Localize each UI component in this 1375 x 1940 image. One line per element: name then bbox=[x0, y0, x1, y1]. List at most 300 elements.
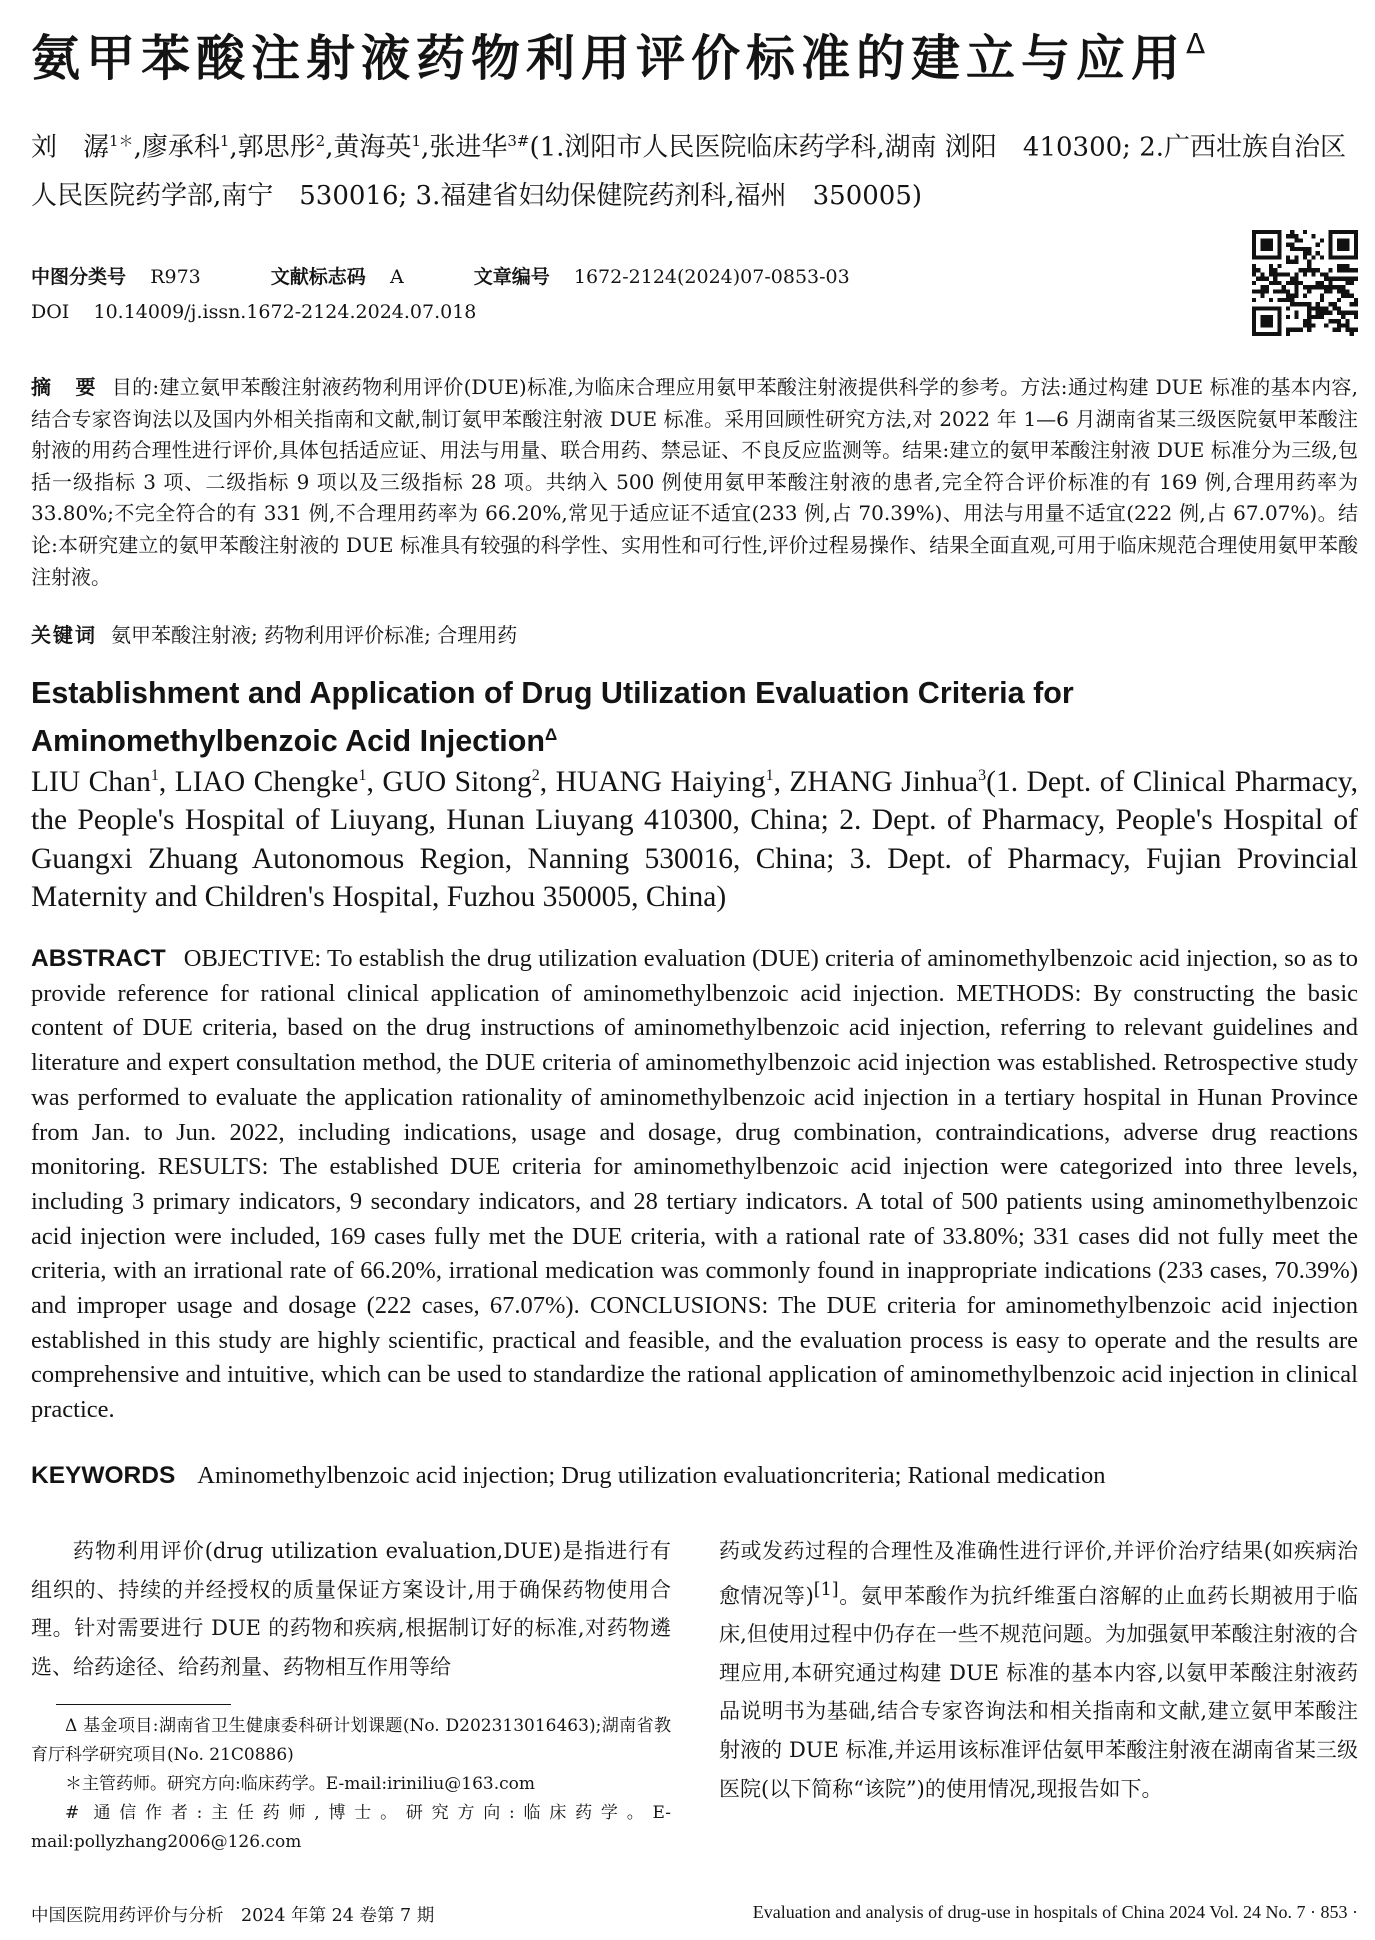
qr-module bbox=[1345, 264, 1349, 268]
qr-module bbox=[1341, 243, 1345, 247]
qr-module bbox=[1277, 311, 1281, 315]
qr-module bbox=[1350, 281, 1354, 285]
qr-module bbox=[1337, 268, 1341, 272]
qr-module bbox=[1311, 315, 1315, 319]
author-affiliation-mark: 1 bbox=[150, 767, 159, 784]
author-name: 廖承科 bbox=[141, 132, 220, 163]
qr-module bbox=[1354, 268, 1358, 272]
qr-module bbox=[1316, 311, 1320, 315]
qr-module bbox=[1294, 289, 1298, 293]
qr-module bbox=[1277, 247, 1281, 251]
qr-module bbox=[1299, 268, 1303, 272]
qr-module bbox=[1345, 277, 1349, 281]
qr-module bbox=[1311, 285, 1315, 289]
qr-module bbox=[1269, 243, 1273, 247]
qr-module bbox=[1294, 277, 1298, 281]
qr-module bbox=[1307, 247, 1311, 251]
qr-module bbox=[1290, 281, 1294, 285]
qr-module bbox=[1252, 234, 1256, 238]
qr-module bbox=[1299, 238, 1303, 242]
qr-module bbox=[1320, 298, 1324, 302]
qr-module bbox=[1324, 272, 1328, 276]
qr-module bbox=[1286, 298, 1290, 302]
abstract-en bbox=[31, 942, 1358, 1428]
classification-line bbox=[31, 262, 850, 289]
abstract-cn-label: 摘 要 bbox=[31, 375, 98, 399]
qr-module bbox=[1269, 268, 1273, 272]
qr-module bbox=[1286, 281, 1290, 285]
qr-module bbox=[1328, 230, 1332, 234]
qr-module bbox=[1265, 230, 1269, 234]
qr-module bbox=[1316, 268, 1320, 272]
qr-module bbox=[1307, 289, 1311, 293]
qr-module bbox=[1273, 306, 1277, 310]
qr-module bbox=[1252, 319, 1256, 323]
qr-module bbox=[1341, 323, 1345, 327]
qr-module bbox=[1286, 328, 1290, 332]
qr-module bbox=[1345, 238, 1349, 242]
qr-module bbox=[1282, 289, 1286, 293]
qr-module bbox=[1260, 238, 1264, 242]
article-number-value: 1672-2124(2024)07-0853-03 bbox=[573, 266, 850, 288]
qr-module bbox=[1303, 268, 1307, 272]
qr-module bbox=[1252, 251, 1256, 255]
qr-module bbox=[1337, 264, 1341, 268]
qr-module bbox=[1273, 332, 1277, 336]
clc-value: R973 bbox=[150, 266, 201, 288]
qr-module bbox=[1252, 230, 1256, 234]
qr-module bbox=[1286, 255, 1290, 259]
qr-module bbox=[1265, 315, 1269, 319]
qr-module bbox=[1345, 294, 1349, 298]
footnote-divider bbox=[56, 1704, 231, 1705]
qr-module bbox=[1345, 328, 1349, 332]
qr-module bbox=[1260, 247, 1264, 251]
qr-module bbox=[1350, 302, 1354, 306]
qr-module bbox=[1286, 289, 1290, 293]
qr-module bbox=[1337, 319, 1341, 323]
body-right-text: 药或发药过程的合理性及准确性进行评价,并评价治疗结果(如疾病治愈情况等) bbox=[719, 1539, 1358, 1608]
qr-module bbox=[1290, 247, 1294, 251]
qr-module bbox=[1350, 268, 1354, 272]
qr-module bbox=[1256, 277, 1260, 281]
title-fund-mark: Δ bbox=[1186, 27, 1206, 60]
qr-module bbox=[1252, 332, 1256, 336]
qr-module bbox=[1337, 255, 1341, 259]
qr-module bbox=[1252, 268, 1256, 272]
qr-module bbox=[1328, 302, 1332, 306]
qr-module bbox=[1311, 306, 1315, 310]
author-affiliation-mark: 1＊ bbox=[109, 132, 134, 150]
qr-module bbox=[1299, 302, 1303, 306]
qr-module bbox=[1265, 277, 1269, 281]
qr-module bbox=[1256, 255, 1260, 259]
qr-module bbox=[1333, 319, 1337, 323]
qr-module bbox=[1252, 298, 1256, 302]
qr-module bbox=[1337, 285, 1341, 289]
qr-module bbox=[1328, 238, 1332, 242]
qr-module bbox=[1269, 238, 1273, 242]
footer-journal-cn: 中国医院用药评价与分析 2024 年第 24 卷第 7 期 bbox=[31, 1906, 435, 1926]
article-title bbox=[31, 17, 1351, 108]
qr-module bbox=[1269, 332, 1273, 336]
qr-module bbox=[1320, 315, 1324, 319]
qr-module bbox=[1277, 264, 1281, 268]
qr-module bbox=[1260, 306, 1264, 310]
qr-module bbox=[1341, 264, 1345, 268]
qr-module bbox=[1337, 328, 1341, 332]
qr-module bbox=[1252, 243, 1256, 247]
author-name-en: GUO Sitong bbox=[382, 765, 532, 798]
author-affiliation-mark: 1 bbox=[358, 767, 367, 784]
qr-module bbox=[1277, 298, 1281, 302]
qr-module bbox=[1303, 272, 1307, 276]
qr-module bbox=[1350, 328, 1354, 332]
qr-module bbox=[1290, 328, 1294, 332]
qr-module bbox=[1277, 315, 1281, 319]
article-title-en bbox=[31, 673, 1361, 762]
qr-module bbox=[1260, 230, 1264, 234]
qr-module bbox=[1294, 247, 1298, 251]
qr-module bbox=[1252, 306, 1256, 310]
qr-module bbox=[1307, 306, 1311, 310]
qr-module bbox=[1337, 323, 1341, 327]
qr-module bbox=[1311, 234, 1315, 238]
qr-module bbox=[1354, 277, 1358, 281]
qr-module bbox=[1350, 277, 1354, 281]
qr-module bbox=[1307, 311, 1311, 315]
qr-module bbox=[1294, 234, 1298, 238]
qr-module bbox=[1354, 230, 1358, 234]
qr-module bbox=[1337, 247, 1341, 251]
qr-module bbox=[1273, 272, 1277, 276]
qr-module bbox=[1307, 328, 1311, 332]
qr-module bbox=[1269, 281, 1273, 285]
qr-module bbox=[1350, 255, 1354, 259]
qr-module bbox=[1316, 243, 1320, 247]
doc-code-label: 文献标志码 bbox=[270, 266, 366, 288]
author-affiliations-cn: (1.浏阳市人民医院临床药学科,湖南 浏阳 410300; 2.广西壮族自治区人民医院药学部,南宁 530016; 3.福建省妇幼保健院药剂科,福州 350005) bbox=[31, 132, 1347, 211]
qr-module bbox=[1282, 285, 1286, 289]
qr-module bbox=[1333, 255, 1337, 259]
keywords-en-label: KEYWORDS bbox=[31, 1462, 176, 1489]
qr-module bbox=[1260, 323, 1264, 327]
qr-module bbox=[1277, 323, 1281, 327]
qr-module bbox=[1265, 238, 1269, 242]
qr-module bbox=[1269, 306, 1273, 310]
doi-line bbox=[31, 301, 476, 323]
qr-module bbox=[1277, 234, 1281, 238]
qr-module bbox=[1286, 306, 1290, 310]
qr-module bbox=[1345, 268, 1349, 272]
qr-module bbox=[1311, 268, 1315, 272]
qr-module bbox=[1290, 294, 1294, 298]
qr-module bbox=[1333, 306, 1337, 310]
qr-module bbox=[1269, 272, 1273, 276]
qr-module bbox=[1260, 285, 1264, 289]
qr-module bbox=[1328, 277, 1332, 281]
qr-module bbox=[1350, 294, 1354, 298]
qr-module bbox=[1320, 311, 1324, 315]
qr-module bbox=[1324, 323, 1328, 327]
qr-module bbox=[1307, 268, 1311, 272]
qr-module bbox=[1328, 268, 1332, 272]
qr-module bbox=[1354, 234, 1358, 238]
qr-module bbox=[1345, 319, 1349, 323]
abstract-cn-text: 目的:建立氨甲苯酸注射液药物利用评价(DUE)标准,为临床合理应用氨甲苯酸注射液提供科学的参考。方法:通过构建 DUE 标准的基本内容,结合专家咨询法以及国内外相关指南和文献,制订氨甲苯酸注射液 DUE 标准。采用回顾性研究方法,对 2022 年 1—6 月湖南省某三级医院氨甲苯酸注射液的用药合理性进行评价,具体包括适应证、用法与用量、联合用药、禁忌证、不良反应监测等。结果:建立的氨甲苯酸注射液 DUE 标准分为三级,包括一级指标 3 项、二级指标 9 项以及三级指标 28 项。共纳入 500 例使用氨甲苯酸注射液的患者,完全符合评价标准的有 169 例,合理用药率为 33.80%;不完全符合的有 331 例,不合理用药率为 66.20%,常见于适应证不适宜(233 例,占 70.39%)、用法与用量不适宜(222 例,占 67.07%)。结论:本研究建立的氨甲苯酸注射液的 DUE 标准具有较强的科学性、实用性和可行性,评价过程易操作、结果全面直观,可用于临床规范合理使用氨甲苯酸注射液。 bbox=[31, 375, 1359, 589]
author-affiliation-mark: 1 bbox=[411, 132, 422, 150]
qr-module bbox=[1324, 311, 1328, 315]
qr-module bbox=[1294, 272, 1298, 276]
qr-module bbox=[1354, 255, 1358, 259]
qr-module bbox=[1311, 255, 1315, 259]
qr-module bbox=[1260, 332, 1264, 336]
qr-module bbox=[1337, 306, 1341, 310]
qr-module bbox=[1345, 281, 1349, 285]
qr-module bbox=[1316, 281, 1320, 285]
qr-module bbox=[1277, 255, 1281, 259]
qr-module bbox=[1277, 272, 1281, 276]
qr-module bbox=[1269, 255, 1273, 259]
qr-module bbox=[1320, 272, 1324, 276]
qr-module bbox=[1252, 281, 1256, 285]
qr-module bbox=[1337, 298, 1341, 302]
qr-module bbox=[1337, 243, 1341, 247]
qr-module bbox=[1303, 294, 1307, 298]
qr-module bbox=[1337, 311, 1341, 315]
qr-module bbox=[1328, 285, 1332, 289]
qr-module bbox=[1320, 285, 1324, 289]
qr-module bbox=[1282, 272, 1286, 276]
qr-module bbox=[1354, 298, 1358, 302]
qr-module bbox=[1286, 243, 1290, 247]
qr-module bbox=[1252, 311, 1256, 315]
qr-module bbox=[1341, 268, 1345, 272]
qr-module bbox=[1354, 302, 1358, 306]
author-name-en: ZHANG Jinhua bbox=[789, 765, 979, 798]
qr-module bbox=[1320, 281, 1324, 285]
qr-module bbox=[1294, 255, 1298, 259]
qr-module bbox=[1265, 332, 1269, 336]
qr-module bbox=[1286, 315, 1290, 319]
author-list-en: LIU Chan$^1$, LIAO Chengke$^1$, GUO Sitong$^2$, HUANG Haiying$^1$, ZHANG Jinhua$^3$(1. Dept. of Clinical Pharmacy, the People's Hospital of Liuyang, Hunan Liuyang 410300, China; 2. Dept. of Pharmacy, People's Hospital of Guangxi Zhuang Autonomous Region, Nanning 530016, China; 3. Dept. of Pharmacy, Fujian Provincial Maternity and Children's Hospital, Fuzhou 350005, China) bbox=[31, 765, 1358, 914]
qr-module bbox=[1294, 328, 1298, 332]
qr-module bbox=[1345, 255, 1349, 259]
qr-module bbox=[1307, 302, 1311, 306]
qr-module bbox=[1269, 247, 1273, 251]
qr-module bbox=[1260, 294, 1264, 298]
body-column-right bbox=[719, 1532, 1358, 1808]
qr-module bbox=[1299, 281, 1303, 285]
qr-module bbox=[1290, 302, 1294, 306]
qr-module bbox=[1337, 230, 1341, 234]
qr-module bbox=[1345, 311, 1349, 315]
qr-module bbox=[1294, 281, 1298, 285]
qr-module bbox=[1307, 264, 1311, 268]
qr-module bbox=[1316, 285, 1320, 289]
author-affiliation-mark: 2 bbox=[531, 767, 540, 784]
keywords-cn-label: 关键词 bbox=[31, 623, 97, 647]
qr-module bbox=[1307, 315, 1311, 319]
qr-module bbox=[1277, 281, 1281, 285]
qr-module bbox=[1290, 234, 1294, 238]
qr-module bbox=[1328, 319, 1332, 323]
author-name-en: HUANG Haiying bbox=[555, 765, 766, 798]
qr-module bbox=[1269, 230, 1273, 234]
qr-code-graphic bbox=[1252, 230, 1358, 336]
qr-module bbox=[1286, 272, 1290, 276]
qr-module bbox=[1333, 302, 1337, 306]
qr-module bbox=[1333, 230, 1337, 234]
qr-module bbox=[1265, 255, 1269, 259]
qr-module bbox=[1320, 294, 1324, 298]
qr-module bbox=[1324, 285, 1328, 289]
qr-module bbox=[1277, 306, 1281, 310]
qr-module bbox=[1277, 289, 1281, 293]
author-list-cn: 刘 潺$^{1*}$,廖承科$^1$,郭思彤$^2$,黄海英$^1$,张进华$^{3\#}$(1.浏阳市人民医院临床药学科,湖南 浏阳 410300; 2.广西壮族自治区人民医院药学部,南宁 530016; 3.福建省妇幼保健院药剂科,福州 350005) bbox=[31, 132, 1347, 211]
qr-module bbox=[1256, 289, 1260, 293]
doi-label: DOI bbox=[31, 301, 70, 323]
qr-module bbox=[1337, 289, 1341, 293]
qr-module bbox=[1345, 289, 1349, 293]
qr-module bbox=[1277, 238, 1281, 242]
qr-module bbox=[1328, 289, 1332, 293]
qr-module bbox=[1252, 264, 1256, 268]
qr-module bbox=[1303, 251, 1307, 255]
qr-module bbox=[1303, 302, 1307, 306]
qr-module bbox=[1256, 230, 1260, 234]
qr-module bbox=[1320, 238, 1324, 242]
qr-module bbox=[1333, 285, 1337, 289]
qr-module bbox=[1252, 323, 1256, 327]
author-name: 郭思彤 bbox=[237, 132, 316, 163]
qr-module bbox=[1320, 306, 1324, 310]
qr-module bbox=[1286, 260, 1290, 264]
qr-module bbox=[1324, 289, 1328, 293]
qr-module bbox=[1324, 306, 1328, 310]
author-affiliation-mark: 3# bbox=[507, 132, 530, 150]
qr-module bbox=[1269, 264, 1273, 268]
qr-module bbox=[1260, 272, 1264, 276]
qr-module bbox=[1316, 251, 1320, 255]
qr-module bbox=[1294, 238, 1298, 242]
qr-module bbox=[1252, 247, 1256, 251]
clc-label: 中图分类号 bbox=[31, 266, 127, 288]
qr-module bbox=[1294, 260, 1298, 264]
qr-module bbox=[1354, 251, 1358, 255]
qr-module bbox=[1286, 234, 1290, 238]
qr-module bbox=[1290, 277, 1294, 281]
qr-module bbox=[1260, 255, 1264, 259]
qr-module bbox=[1328, 281, 1332, 285]
qr-module bbox=[1277, 243, 1281, 247]
doi-value[interactable]: 10.14009/j.issn.1672-2124.2024.07.018 bbox=[93, 301, 477, 323]
qr-module bbox=[1277, 332, 1281, 336]
qr-module bbox=[1269, 319, 1273, 323]
footer-journal-en: Evaluation and analysis of drug-use in hospitals of China 2024 Vol. 24 No. 7 · 853 · bbox=[752, 1902, 1358, 1922]
footnote-fund: Δ 基金项目:湖南省卫生健康委科研计划课题(No. D202313016463);湖南省教育厅科学研究项目(No. 21C0886) bbox=[31, 1716, 671, 1765]
author-name-en: LIU Chan bbox=[31, 765, 151, 798]
author-name: 张进华 bbox=[429, 132, 508, 163]
qr-module bbox=[1294, 315, 1298, 319]
qr-module bbox=[1345, 247, 1349, 251]
keywords-cn-text: 氨甲苯酸注射液; 药物利用评价标准; 合理用药 bbox=[111, 623, 518, 647]
qr-module bbox=[1333, 328, 1337, 332]
qr-module bbox=[1294, 311, 1298, 315]
qr-module bbox=[1256, 306, 1260, 310]
author-name: 刘 潺 bbox=[31, 132, 110, 163]
qr-module bbox=[1269, 298, 1273, 302]
qr-module bbox=[1269, 315, 1273, 319]
qr-module bbox=[1265, 247, 1269, 251]
qr-module bbox=[1265, 289, 1269, 293]
qr-module bbox=[1265, 243, 1269, 247]
qr-module bbox=[1350, 311, 1354, 315]
qr-module bbox=[1345, 230, 1349, 234]
qr-module bbox=[1354, 247, 1358, 251]
author-name: 黄海英 bbox=[333, 132, 412, 163]
keywords-en-text: Aminomethylbenzoic acid injection; Drug utilization evaluationcriteria; Rational medication bbox=[197, 1462, 1106, 1489]
qr-module bbox=[1328, 234, 1332, 238]
qr-module bbox=[1252, 238, 1256, 242]
qr-module bbox=[1354, 238, 1358, 242]
article-title-en-text: Establishment and Application of Drug Utilization Evaluation Criteria for Aminomethylbenzoic Acid Injection bbox=[31, 676, 1074, 759]
qr-module bbox=[1333, 277, 1337, 281]
qr-module bbox=[1265, 285, 1269, 289]
qr-module bbox=[1341, 255, 1345, 259]
qr-module bbox=[1316, 306, 1320, 310]
qr-module bbox=[1341, 311, 1345, 315]
qr-module bbox=[1350, 230, 1354, 234]
author-affiliation-mark: 1 bbox=[765, 767, 774, 784]
qr-module bbox=[1303, 247, 1307, 251]
qr-module bbox=[1290, 230, 1294, 234]
qr-module bbox=[1320, 255, 1324, 259]
qr-module bbox=[1252, 328, 1256, 332]
qr-module bbox=[1341, 289, 1345, 293]
qr-module bbox=[1354, 328, 1358, 332]
article-number-label: 文章编号 bbox=[473, 266, 550, 288]
qr-module bbox=[1328, 255, 1332, 259]
qr-module bbox=[1260, 319, 1264, 323]
qr-code-icon[interactable] bbox=[1252, 230, 1358, 336]
qr-module bbox=[1303, 285, 1307, 289]
qr-module bbox=[1311, 272, 1315, 276]
qr-module bbox=[1350, 332, 1354, 336]
abstract-cn bbox=[31, 372, 1358, 593]
qr-module bbox=[1307, 251, 1311, 255]
doc-code-value: A bbox=[389, 266, 404, 288]
qr-module bbox=[1328, 243, 1332, 247]
citation-ref[interactable]: [1] bbox=[813, 1579, 839, 1600]
qr-module bbox=[1252, 315, 1256, 319]
qr-module bbox=[1341, 315, 1345, 319]
footnote-first-author: ＊主管药师。研究方向:临床药学。E-mail:iriniliu@163.com bbox=[65, 1774, 535, 1794]
qr-module bbox=[1341, 277, 1345, 281]
qr-module bbox=[1290, 243, 1294, 247]
qr-module bbox=[1260, 243, 1264, 247]
qr-module bbox=[1260, 277, 1264, 281]
qr-module bbox=[1341, 294, 1345, 298]
footnote-corresponding-author: # 通信作者:主任药师,博士。研究方向:临床药学。E-mail:pollyzhang2006@126.com bbox=[31, 1803, 671, 1852]
qr-module bbox=[1252, 272, 1256, 276]
qr-module bbox=[1269, 323, 1273, 327]
qr-module bbox=[1354, 315, 1358, 319]
qr-module bbox=[1265, 306, 1269, 310]
qr-module bbox=[1277, 230, 1281, 234]
body-column-left: 药物利用评价(drug utilization evaluation,DUE)是指进行有组织的、持续的并经授权的质量保证方案设计,用于确保药物使用合理。针对需要进行 DUE 的药物和疾病,根据制订好的标准,对药物遴选、给药途径、给药剂量、药物相互作用等给 bbox=[31, 1539, 671, 1679]
qr-module bbox=[1316, 302, 1320, 306]
